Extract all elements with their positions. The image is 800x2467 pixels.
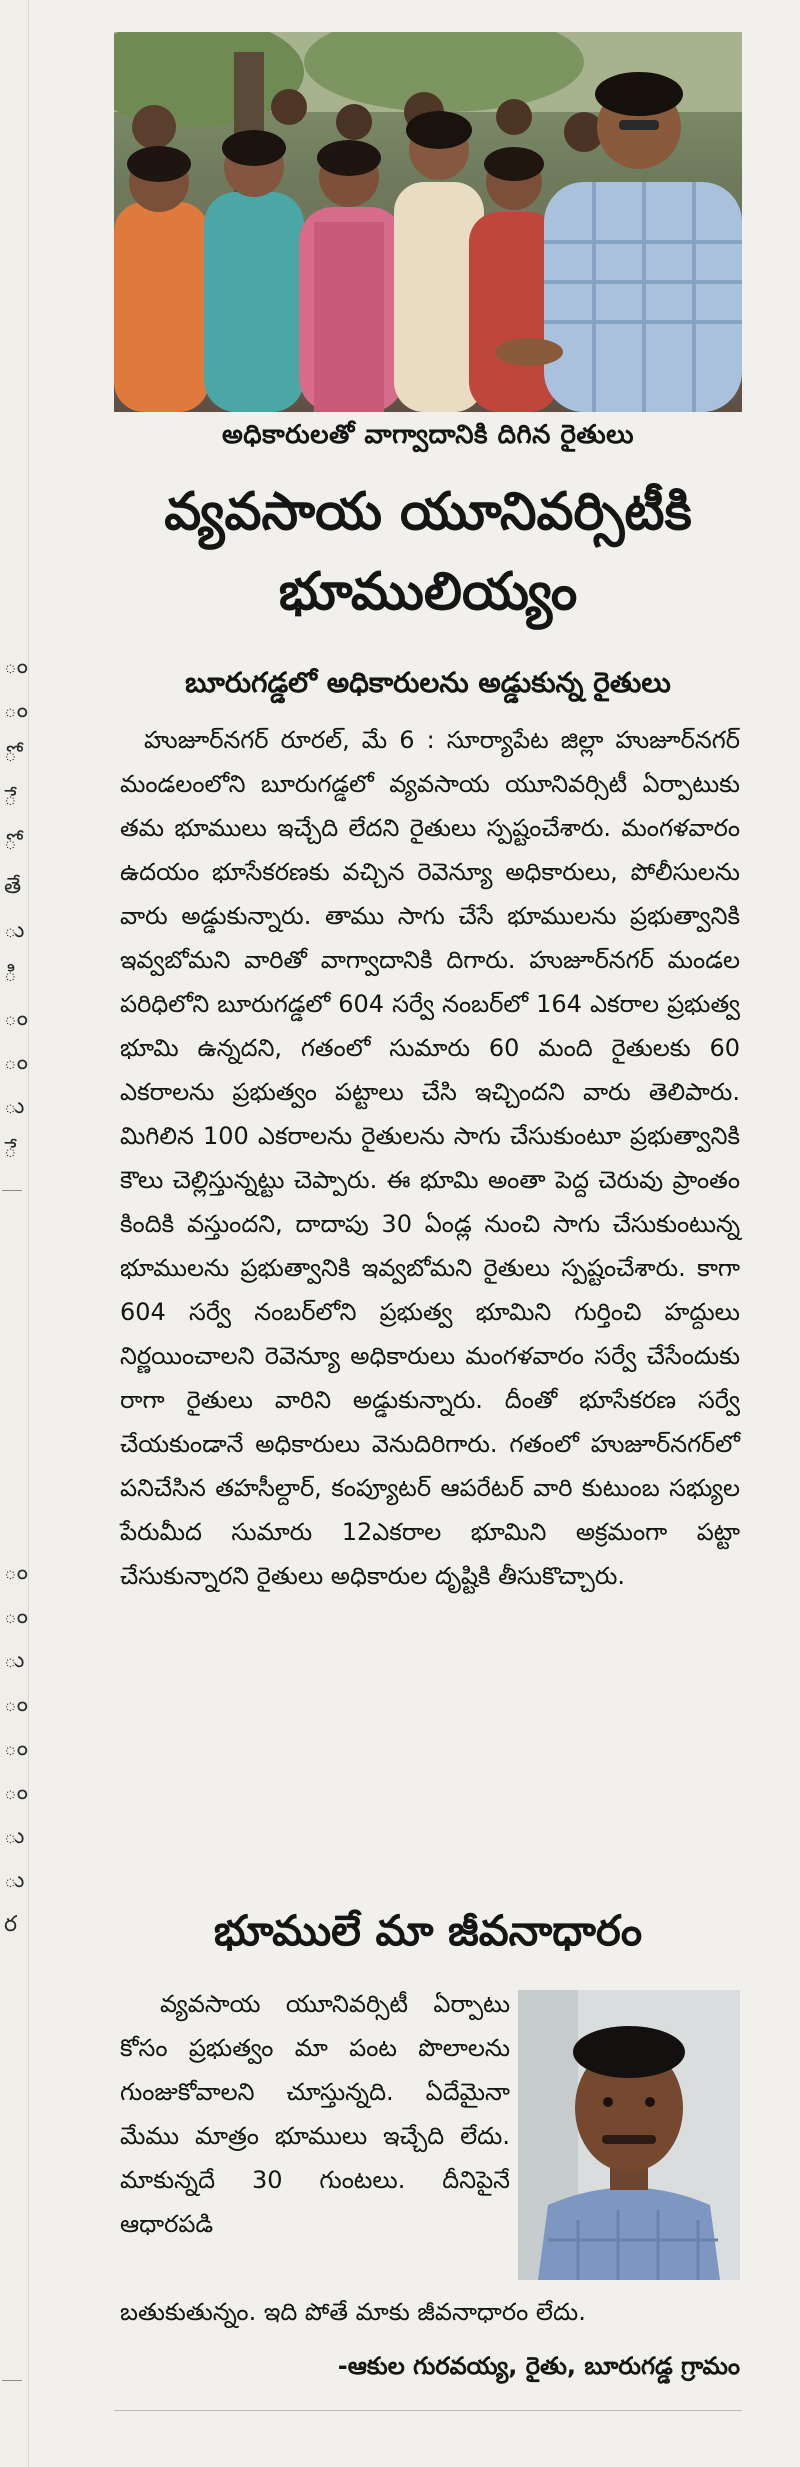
column-glyph: ం [4, 698, 28, 723]
column-glyph: ో [4, 830, 17, 855]
column-glyph: ం [4, 1780, 28, 1805]
farmer-quote: వ్యవసాయ యూనివర్సిటీ ఏర్పాటు కోసం ప్రభుత్వం మా పంట పొలాలను గుంజుకోవాలని చూస్తున్నది. ఏదేమైనా మేము మాత్రం భూములు ఇచ్చేది లేదు. మాకున్నదే 30 గుంటలు. దీనిపైనే ఆధారపడి [120, 1990, 510, 2238]
section-heading: భూములే మా జీవనాధారం [213, 1906, 643, 1955]
headline [114, 472, 742, 632]
column-glyph: ం [4, 1006, 28, 1031]
column-glyph: ు [4, 1648, 25, 1673]
farmer-portrait-illustration [518, 1990, 740, 2280]
headline-line-2: భూములియ్యం [278, 561, 578, 622]
column-glyph: ం [4, 1050, 28, 1075]
farmer-portrait [518, 1990, 740, 2280]
subheadline: బూరుగడ్డలో అధికారులను అడ్డుకున్న రైతులు [185, 666, 671, 699]
farmer-quote-ending: బతుకుతున్నం. ఇది పోతే మాకు జీవనాధారం లేదు. [120, 2298, 586, 2326]
column-glyph: ు [4, 1868, 25, 1893]
column-glyph: ు [4, 1824, 25, 1849]
column-glyph: ం [4, 1692, 28, 1717]
column-divider [2, 1190, 22, 1191]
column-glyph: ం [4, 1604, 28, 1629]
column-glyph: తే [4, 874, 22, 899]
column-glyph: ం [4, 1560, 28, 1585]
column-glyph: ర [4, 1912, 18, 1937]
column-glyph: ు [4, 1094, 25, 1119]
column-glyph: ే [4, 1138, 17, 1163]
column-glyph: ం [4, 654, 28, 679]
photo-caption: అధికారులతో వాగ్వాదానికి దిగిన రైతులు [221, 420, 635, 450]
farmers-protest-photo [114, 32, 742, 412]
crowd-illustration [114, 32, 742, 412]
bottom-divider [114, 2410, 742, 2411]
column-glyph: ం [4, 1736, 28, 1761]
article-body: హుజూర్‌నగర్ రూరల్, మే 6 : సూర్యాపేట జిల్లా హుజూర్‌నగర్ మండలంలోని బూరుగడ్డలో వ్యవసాయ యూనివర్సిటీ ఏర్పాటుకు తమ భూములు ఇచ్చేది లేదని రైతులు స్పష్టంచేశారు. మంగళవారం ఉదయం భూసేకరణకు వచ్చిన రెవెన్యూ అధికారులు, పోలీసులను వారు అడ్డుకున్నారు. తాము సాగు చేసే భూములను ప్రభుత్వానికి ఇవ్వబోమని వారితో వాగ్వాదానికి దిగారు. హుజూర్‌నగర్ మండల పరిధిలోని బూరుగడ్డలో 604 సర్వే నంబర్‌లో 164 ఎకరాల ప్రభుత్వ భూమి ఉన్నదని, గతంలో సుమారు 60 మంది రైతులకు 60 ఎకరాలను ప్రభుత్వం పట్టాలు చేసి ఇచ్చిందని వారు తెలిపారు. మిగిలిన 100 ఎకరాలను రైతులను సాగు చేసుకుంటూ ప్రభుత్వానికి కౌలు చెల్లిస్తున్నట్టు చెప్పారు. ఈ భూమి అంతా పెద్ద చెరువు ప్రాంతం కిందికి వస్తుందని, దాదాపు 30 ఏండ్ల నుంచి సాగు చేసుకుంటున్న భూములను ప్రభుత్వానికి ఇవ్వబోమని రైతులు స్పష్టంచేశారు. కాగా 604 సర్వే నంబర్‌లోని ప్రభుత్వ భూమిని గుర్తించి హద్దులు నిర్ణయించాలని రెవెన్యూ అధికారులు మంగళవారం సర్వే చేసేందుకు రాగా రైతులు వారిని అడ్డుకున్నారు. దీంతో భూసేకరణ సర్వే చేయకుండానే అధికారులు వెనుదిరిగారు. గతంలో హుజూర్‌నగర్‌లో పనిచేసిన తహసీల్దార్, కంప్యూటర్ ఆపరేటర్ వారి కుటుంబ సభ్యుల పేరుమీద సుమారు 12ఎకరాల భూమిని అక్రమంగా పట్టా చేసుకున్నారని రైతులు అధికారుల దృష్టికి తీసుకొచ్చారు. [120, 726, 740, 1590]
adjacent-column-fragment [0, 0, 29, 2467]
column-divider [2, 2380, 22, 2381]
column-glyph: ి [4, 962, 17, 987]
column-glyph: ో [4, 742, 17, 767]
headline-line-1: వ్యవసాయ యూనివర్సిటీకి [164, 481, 692, 542]
column-glyph: ే [4, 786, 17, 811]
quote-attribution: -ఆకుల గురవయ్య, రైతు, బూరుగడ్డ గ్రామం [337, 2352, 740, 2380]
news-article [114, 0, 742, 2467]
column-glyph: ు [4, 918, 25, 943]
